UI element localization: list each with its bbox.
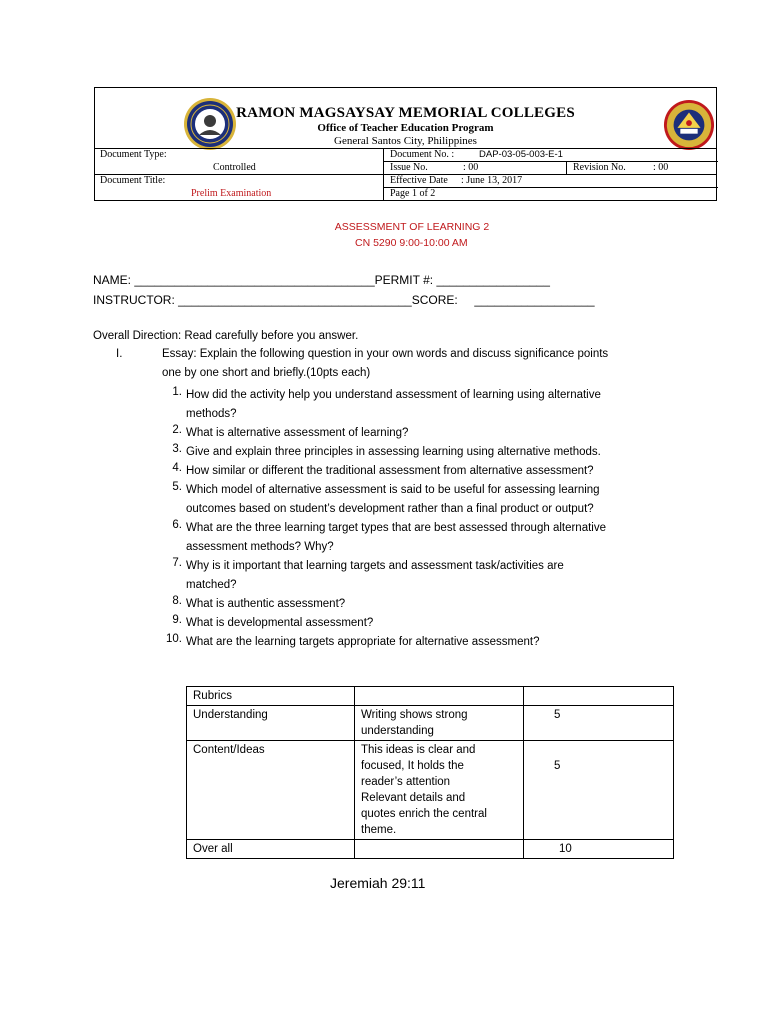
overall-direction: Overall Direction: Read carefully before you answer. [93, 330, 359, 342]
question-text: What is alternative assessment of learning? [186, 427, 409, 439]
question-text: outcomes based on student’s development rather than a final product or output? [186, 503, 594, 515]
question-text: How did the activity help you understand assessment of learning using alternative [186, 389, 601, 401]
effective-date-value: : June 13, 2017 [461, 175, 523, 186]
doc-no-value: DAP-03-05-003-E-1 [479, 149, 563, 160]
description-line: focused, It holds the [361, 760, 464, 772]
effective-date-label: Effective Date [390, 175, 448, 186]
question-text: Give and explain three principles in assessing learning using alternative methods. [186, 446, 601, 458]
issue-no-value: : 00 [463, 162, 479, 173]
question-text: How similar or different the traditional assessment from alternative assessment? [186, 465, 594, 477]
revision-value: : 00 [653, 162, 669, 173]
section-instruction-2: one by one short and briefly.(10pts each) [162, 367, 371, 379]
points-cell: 5 [524, 741, 674, 840]
description-line: understanding [361, 725, 434, 737]
issue-no-label: Issue No. [390, 162, 428, 173]
instructor-field[interactable]: ___________________________________ [178, 293, 412, 307]
instructor-line [93, 293, 595, 307]
table-row [187, 840, 674, 859]
section-instruction-1: Essay: Explain the following question in your own words and discuss significance points [162, 348, 609, 360]
total-points-cell: 10 [524, 840, 674, 859]
exam-title: ASSESSMENT OF LEARNING 2 [334, 221, 490, 233]
revision-label: Revision No. [573, 162, 626, 173]
question-number: 7. [172, 557, 182, 569]
question-number: 2. [172, 424, 182, 436]
score-label: SCORE: [411, 293, 458, 307]
doc-type-value: Controlled [213, 162, 256, 173]
question-number: 6. [172, 519, 182, 531]
table-row [187, 706, 674, 741]
table-cell [355, 687, 524, 706]
rubrics-table [186, 686, 674, 859]
exam-schedule: CN 5290 9:00-10:00 AM [355, 237, 468, 249]
question-number: 8. [172, 595, 182, 607]
description-line: Writing shows strong [361, 709, 468, 721]
doc-type-label: Document Type: [100, 149, 167, 160]
permit-label: PERMIT #: [374, 273, 434, 287]
college-name: RAMON MAGSAYSAY MEMORIAL COLLEGES [236, 105, 575, 121]
instructor-label: INSTRUCTOR: [93, 293, 175, 307]
table-row [187, 687, 674, 706]
doc-title-value: Prelim Examination [191, 188, 272, 199]
question-number: 4. [172, 462, 182, 474]
exam-title-row [0, 221, 768, 233]
name-line [93, 273, 550, 287]
question-number: 1. [172, 386, 182, 398]
question-text: What are the three learning target types that are best assessed through alternative [186, 522, 606, 534]
permit-field[interactable]: _________________ [436, 273, 550, 287]
description-line: Relevant details and [361, 792, 466, 804]
question-text: What is authentic assessment? [186, 598, 346, 610]
bible-verse: Jeremiah 29:11 [330, 875, 426, 891]
question-number: 10. [166, 633, 182, 645]
description-cell [355, 706, 524, 741]
description-line: quotes enrich the central [361, 808, 487, 820]
table-row [187, 741, 674, 840]
question-text: What are the learning targets appropriate for alternative assessment? [186, 636, 540, 648]
question-text: What is developmental assessment? [186, 617, 374, 629]
total-label-cell: Over all [187, 840, 355, 859]
name-field[interactable]: ____________________________________ [134, 273, 375, 287]
section-numeral: I. [116, 348, 123, 360]
description-line: theme. [361, 824, 397, 836]
question-text: methods? [186, 408, 237, 420]
rubrics-header: Rubrics [187, 687, 355, 706]
document-header [94, 87, 717, 201]
question-text: Which model of alternative assessment is said to be useful for assessing learning [186, 484, 600, 496]
score-field[interactable]: __________________ [474, 293, 595, 307]
name-label: NAME: [93, 273, 132, 287]
doc-no-label: Document No. : [390, 149, 455, 160]
question-text: matched? [186, 579, 237, 591]
description-line: reader’s attention [361, 776, 451, 788]
office-name: Office of Teacher Education Program [317, 122, 494, 134]
table-cell [524, 687, 674, 706]
question-number: 3. [172, 443, 182, 455]
table-cell [355, 840, 524, 859]
doc-title-label: Document Title: [100, 175, 166, 186]
criterion-cell: Content/Ideas [187, 741, 355, 840]
question-text: Why is it important that learning targets and assessment task/activities are [186, 560, 564, 572]
page-label: Page 1 of 2 [390, 188, 436, 199]
question-number: 5. [172, 481, 182, 493]
description-line: This ideas is clear and [361, 744, 476, 756]
points-cell: 5 [524, 706, 674, 741]
question-number: 9. [172, 614, 182, 626]
criterion-cell: Understanding [187, 706, 355, 741]
question-text: assessment methods? Why? [186, 541, 334, 553]
description-cell [355, 741, 524, 840]
city-name: General Santos City, Philippines [334, 135, 477, 147]
